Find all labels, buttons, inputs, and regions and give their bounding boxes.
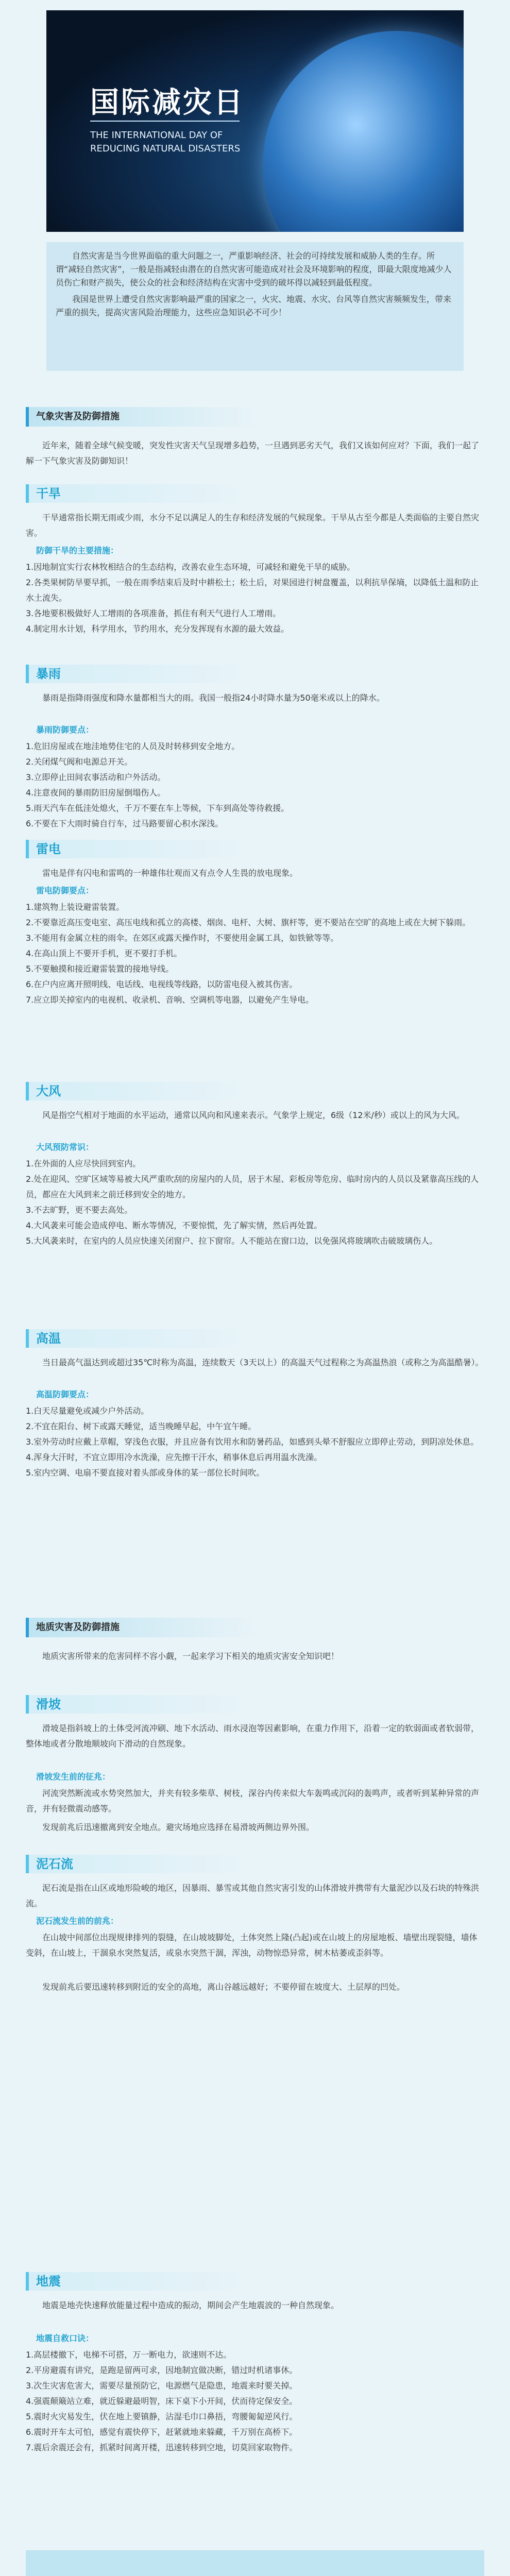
heat-desc: 当日最高气温达到或超过35℃时称为高温，连续数天（3天以上）的高温天气过程称之为高温热浪（或称之为高温酷暑）。 — [42, 1358, 484, 1367]
heat-list — [26, 1403, 484, 1481]
list-item: 3.不去旷野，更不要去高处。 — [26, 1205, 133, 1215]
wind-list — [26, 1156, 484, 1249]
rainstorm-list — [26, 739, 484, 832]
list-item: 1.因地制宜实行农林牧相结合的生态结构，改善农业生态环境，可减轻和避免干旱的威胁。 — [26, 562, 355, 572]
topic-lightning: 雷电 — [26, 840, 263, 858]
topic-rainstorm: 暴雨 — [26, 665, 263, 683]
list-item: 2.不要靠近高压变电室、高压电线和孤立的高楼、烟囱、电杆、大树、旗杆等，更不要站在空旷的高地上或在大树下躲雨。 — [26, 918, 471, 927]
quake-list — [26, 2347, 484, 2455]
quake-sub: 地震自救口诀： — [36, 2333, 94, 2343]
lightning-sub: 雷电防御要点： — [36, 886, 94, 895]
banner-title: 国际减灾日 — [90, 86, 245, 120]
drought-sub: 防御干旱的主要措施： — [36, 546, 119, 555]
list-item: 2.关闭煤气阀和电源总开关。 — [26, 757, 133, 767]
list-item: 5.室内空调、电扇不要直接对着头部或身体的某一部位长时间吹。 — [26, 1468, 265, 1478]
banner-subtitle: THE INTERNATIONAL DAY OF REDUCING NATURAL DISASTERS — [90, 130, 241, 154]
list-item: 6.不要在下大雨时骑自行车，过马路要留心积水深浅。 — [26, 819, 224, 828]
lightning-list — [26, 900, 484, 1008]
section-geo-header: 地质灾害及防御措施 — [26, 1618, 263, 1637]
quake-desc: 地震是地壳快速释放能量过程中造成的振动，期间会产生地震波的一种自然现象。 — [42, 2300, 339, 2310]
landslide-signs: 河流突然断流或水势突然加大，并夹有较多柴草、树枝，深谷内传来似大车轰鸣或沉闷的轰鸣声，或者听到某种异常的声音，并有轻微震动感等。 — [26, 1788, 480, 1814]
list-item: 5.雨天汽车在低洼处熄火，千万不要在车上等候，下车到高处等待救援。 — [26, 803, 290, 813]
list-item: 4.浑身大汗时，不宜立即用冷水洗澡，应先擦干汗水，稍事休息后再用温水洗澡。 — [26, 1452, 322, 1462]
heat-sub: 高温防御要点： — [36, 1389, 94, 1399]
list-item: 1.在外面的人应尽快回到室内。 — [26, 1159, 141, 1168]
topic-earthquake: 地震 — [26, 2272, 263, 2291]
list-item: 2.平房避震有讲究，是跑是留两可求，因地制宜做决断，错过时机诸事休。 — [26, 2365, 298, 2375]
list-item: 1.建筑物上装设避雷装置。 — [26, 902, 125, 912]
list-item: 6.震时开车太可怕，感觉有震快停下，赶紧就地来躲藏，千万别在高桥下。 — [26, 2427, 298, 2437]
hero-banner — [46, 10, 464, 232]
list-item: 4.大风袭来可能会造成停电、断水等情况，不要惊慌，先了解实情，然后再处置。 — [26, 1221, 322, 1230]
landslide-desc: 滑坡是指斜坡上的土体受河流冲刷、地下水活动、雨水浸泡等因素影响，在重力作用下，沿着一定的软弱面或者软弱带，整体地或者分散地顺坡向下滑动的自然现象。 — [26, 1723, 480, 1749]
list-item: 3.各地要积极做好人工增雨的各项准备，抓住有利天气进行人工增雨。 — [26, 608, 281, 618]
geo-intro: 地质灾害所带来的危害同样不容小觑，一起来学习下相关的地质灾害安全知识吧！ — [42, 1651, 339, 1661]
list-item: 1.危旧房屋或在地洼地势住宅的人员及时转移到安全地方。 — [26, 741, 240, 751]
topic-drought: 干旱 — [26, 484, 263, 503]
section-weather-header: 气象灾害及防御措施 — [26, 407, 263, 427]
weather-intro: 近年来，随着全球气候变暖，突发性灾害天气呈现增多趋势，一旦遇到恶劣天气，我们又该如何应对？下面，我们一起了解一下气象灾害及防御知识！ — [26, 440, 480, 466]
list-item: 4.制定用水计划，科学用水，节约用水，充分发挥现有水源的最大效益。 — [26, 624, 290, 634]
list-item: 5.震时火灾易发生，伏在地上要镇静，沾湿毛巾口鼻捂，弯腰匍匐逆风行。 — [26, 2412, 298, 2421]
closing-box — [26, 2550, 484, 2576]
list-item: 2.各类果树防旱要早抓，一般在雨季结束后及时中耕松土；松土后，对果园进行树盘覆盖，以利抗旱保墒，以降低土温和防止水土流失。 — [26, 578, 479, 603]
list-item: 3.次生灾害危害大，需要尽量预防它，电源燃气是隐患，地震来时要关掉。 — [26, 2381, 298, 2391]
wind-sub: 大风预防常识： — [36, 1142, 94, 1152]
list-item: 5.不要触摸和接近避雷装置的接地导线。 — [26, 964, 174, 974]
earth-image — [263, 31, 464, 232]
drought-list — [26, 560, 484, 637]
banner-divider — [90, 121, 240, 122]
rainstorm-desc: 暴雨是指降雨强度和降水量都相当大的雨。我国一般指24小时降水量为50毫米或以上的降水。 — [42, 693, 385, 703]
list-item: 7.应立即关掉室内的电视机、收录机、音响、空调机等电器，以避免产生导电。 — [26, 995, 314, 1005]
topic-landslide: 滑坡 — [26, 1695, 263, 1714]
drought-desc: 干旱通常指长期无雨或少雨，水分不足以满足人的生存和经济发展的气候现象。干旱从古至今都是人类面临的主要自然灾害。 — [26, 513, 480, 538]
list-item: 7.震后余震还会有，抓紧时间离开楼，迅速转移到空地，切莫回家取物件。 — [26, 2443, 298, 2452]
list-item: 2.处在迎风、空旷区域等易被大风严重吹刮的房屋内的人员，居于木屋、彩板房等危房、临时房内的人员以及紧靠高压线的人员，都应在大风到来之前迁移到安全的地方。 — [26, 1174, 479, 1199]
list-item: 3.室外劳动时应戴上草帽，穿浅色衣服，并且应备有饮用水和防暑药品，如感到头晕不舒服应立即停止劳动，到阴凉处休息。 — [26, 1437, 479, 1447]
list-item: 6.在户内应离开照明线、电话线、电视线等线路，以防雷电侵入被其伤害。 — [26, 979, 298, 989]
list-item: 5.大风袭来时，在室内的人员应快速关闭窗户、拉下窗帘。人不能站在窗口边，以免强风将玻璃吹击破玻璃伤人。 — [26, 1236, 438, 1246]
debris-desc: 泥石流是指在山区或地形险峻的地区，因暴雨、暴雪或其他自然灾害引发的山体滑坡并携带有大量泥沙以及石块的特殊洪流。 — [26, 1883, 480, 1908]
landslide-sub: 滑坡发生前的征兆： — [36, 1772, 111, 1782]
list-item: 1.白天尽量避免或减少户外活动。 — [26, 1406, 149, 1416]
topic-heat: 高温 — [26, 1329, 263, 1348]
debris-action: 发现前兆后要迅速转移到附近的安全的高地，离山谷越远越好；不要停留在坡度大、土层厚的凹处。 — [42, 1982, 405, 1992]
intro-box — [46, 242, 464, 371]
lightning-desc: 雷电是伴有闪电和雷鸣的一种雄伟壮观而又有点令人生畏的放电现象。 — [42, 868, 298, 878]
landslide-action: 发现前兆后迅速撤离到安全地点。避灾场地应选择在易滑坡两侧边界外围。 — [42, 1822, 315, 1832]
wind-desc: 风是指空气相对于地面的水平运动，通常以风向和风速来表示。气象学上规定，6级（12米/秒）或以上的风为大风。 — [42, 1110, 465, 1120]
topic-wind: 大风 — [26, 1082, 263, 1100]
list-item: 4.在高山顶上不要开手机，更不要打手机。 — [26, 948, 182, 958]
topic-debris-flow: 泥石流 — [26, 1855, 263, 1873]
list-item: 3.立即停止田间农事活动和户外活动。 — [26, 772, 166, 782]
debris-signs: 在山坡中间部位出现规律排列的裂缝，在山坡坡脚处，土体突然上隆(凸起)或在山坡上的房屋地板、墙壁出现裂缝，墙体变斜，在山坡上，干涸泉水突然复活，或泉水突然干涸，浑浊，动物惊恐异常，树木枯萎或歪斜等。 — [26, 1933, 478, 1958]
intro-paragraph-2: 我国是世界上遭受自然灾害影响最严重的国家之一，火灾、地震、水灾、台风等自然灾害频频发生，带来严重的损失，提高灾害风险治理能力，这些应急知识必不可少！ — [56, 294, 452, 317]
list-item: 4.强震颠簸站立难，就近躲避最明智，床下桌下小开间，伏而待定保安全。 — [26, 2396, 298, 2406]
list-item: 1.高层楼撤下，电梯不可搭，万一断电力，欲速则不达。 — [26, 2350, 232, 2360]
list-item: 2.不宜在阳台、树下或露天睡觉，适当晚睡早起，中午宜午睡。 — [26, 1421, 257, 1431]
list-item: 3.不能用有金属立柱的雨伞。在郊区或露天操作时，不要使用金属工具，如铁锨等等。 — [26, 933, 339, 943]
debris-sub: 泥石流发生前的前兆： — [36, 1916, 119, 1926]
list-item: 4.注意夜间的暴雨防旧房屋倒塌伤人。 — [26, 788, 166, 798]
intro-paragraph-1: 自然灾害是当今世界面临的重大问题之一，严重影响经济、社会的可持续发展和威胁人类的生存。所谓“减轻自然灾害”，一般是指减轻由潜在的自然灾害可能造成对社会及环境影响的程度，即最大限度地减少人员伤亡和财产损失，使公众的社会和经济结构在灾害中受到的破坏得以减轻到最低程度。 — [56, 251, 452, 287]
rainstorm-sub: 暴雨防御要点： — [36, 725, 94, 735]
